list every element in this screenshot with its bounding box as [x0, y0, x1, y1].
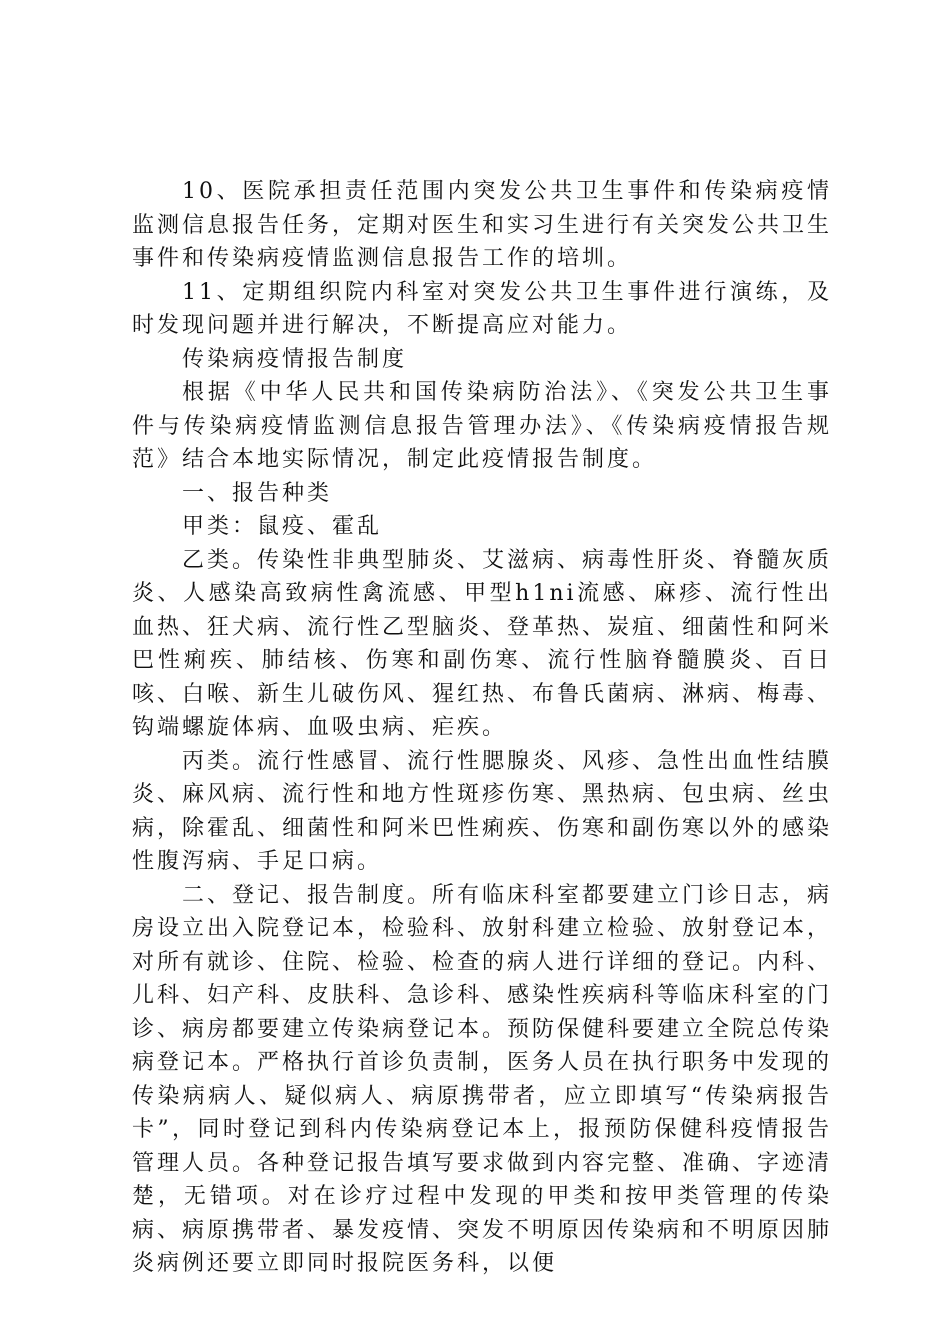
- section-title: 传染病疫情报告制度: [182, 346, 408, 372]
- paragraph-class-c: 丙类。流行性感冒、流行性腮腺炎、风疹、急性出血性结膜炎、麻风病、流行性和地方性斑疹伤寒、黑热病、包虫病、丝虫病，除霍乱、细菌性和阿米巴性痢疾、伤寒和副伤寒以外的感染性腹泻病、手足口病。: [132, 748, 833, 874]
- paragraph-item-11: 11、定期组织院内科室对突发公共卫生事件进行演练，及时发现问题并进行解决，不断提高应对能力。: [132, 279, 832, 338]
- heading-report-types: 一、报告种类: [182, 480, 333, 506]
- document-body: [132, 175, 832, 1281]
- paragraph-class-a: 甲类：鼠疫、霍乱: [182, 514, 383, 539]
- paragraph-basis: 根据《中华人民共和国传染病防治法》、《突发公共卫生事件与传染病疫情监测信息报告管理办法》、《传染病疫情报告规范》结合本地实际情况，制定此疫情报告制度。: [132, 380, 832, 472]
- paragraph-registration: 二、登记、报告制度。所有临床科室都要建立门诊日志，病房设立出入院登记本，检验科、放射科建立检验、放射登记本，对所有就诊、住院、检验、检查的病人进行详细的登记。内科、儿科、妇产科、皮肤科、急诊科、感染性疾病科等临床科室的门诊、病房都要建立传染病登记本。预防保健科要建立全院总传染病登记本。严格执行首诊负责制，医务人员在执行职务中发现的传染病病人、疑似病人、病原携带者，应立即填写“传染病报告卡”，同时登记到科内传染病登记本上，报预防保健科疫情报告管理人员。各种登记报告填写要求做到内容完整、准确、字迹清楚，无错项。对在诊疗过程中发现的甲类和按甲类管理的传染病、病原携带者、暴发疫情、突发不明原因传染病和不明原因肺炎病例还要立即同时报院医务科，以便: [132, 882, 833, 1276]
- paragraph-class-b: 乙类。传染性非典型肺炎、艾滋病、病毒性肝炎、脊髓灰质炎、人感染高致病性禽流感、甲型h1ni流感、麻疹、流行性出血热、狂犬病、流行性乙型脑炎、登革热、炭疽、细菌性和阿米巴性痢疾、肺结核、伤寒和副伤寒、流行性脑脊髓膜炎、百日咳、白喉、新生儿破伤风、猩红热、布鲁氏菌病、淋病、梅毒、钩端螺旋体病、血吸虫病、疟疾。: [132, 547, 833, 740]
- paragraph-item-10: 10、医院承担责任范围内突发公共卫生事件和传染病疫情监测信息报告任务，定期对医生和实习生进行有关突发公共卫生事件和传染病疫情监测信息报告工作的培圳。: [132, 179, 833, 271]
